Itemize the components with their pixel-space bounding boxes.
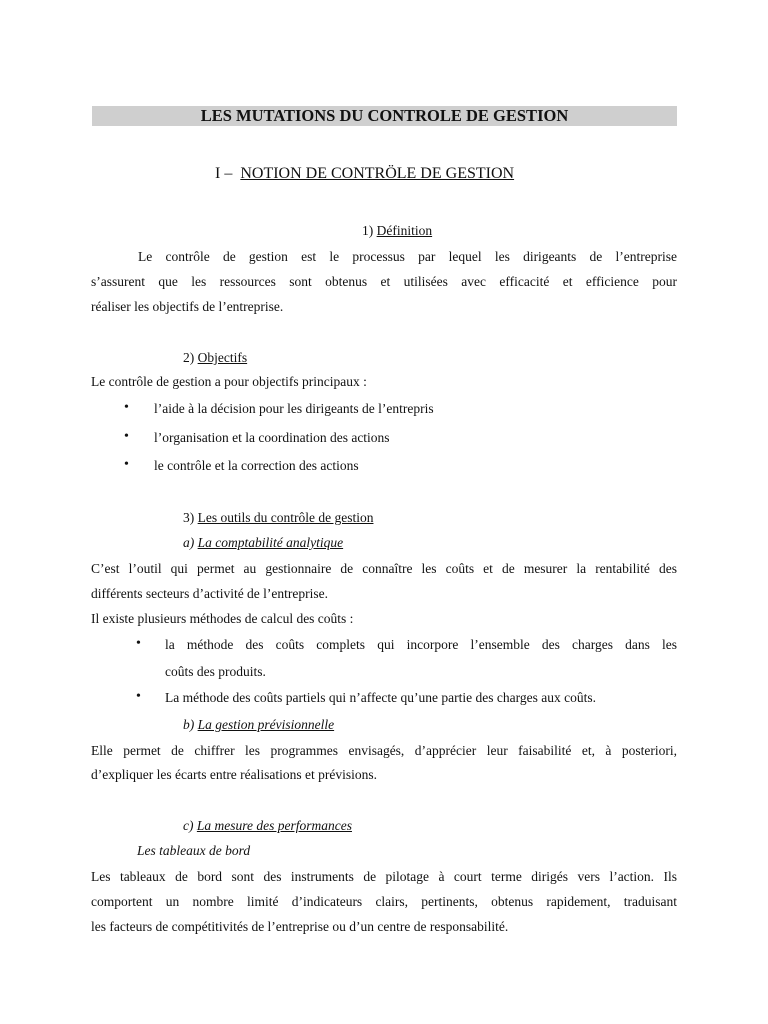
accounting-line-3: Il existe plusieurs méthodes de calcul des coûts : <box>91 611 354 626</box>
tools-title: Les outils du contrôle de gestion <box>197 510 374 525</box>
forecasting-heading <box>183 717 334 733</box>
dashboards-line-1: Les tableaux de bord sont des instruments de pilotage à court terme dirigés vers l’action. Ils <box>91 869 677 884</box>
forecasting-letter: b) <box>183 717 195 732</box>
accounting-letter: a) <box>183 535 195 550</box>
cost-method-item: La méthode des coûts partiels qui n’affecte qu’une partie des charges aux coûts. <box>165 690 596 705</box>
document-title: LES MUTATIONS DU CONTROLE DE GESTION <box>92 106 677 126</box>
dashboards-subheading: Les tableaux de bord <box>137 843 251 858</box>
cost-method-item-continued: coûts des produits. <box>165 664 266 679</box>
performance-title: La mesure des performances <box>196 818 352 833</box>
definition-heading <box>362 223 432 239</box>
accounting-heading <box>183 535 343 551</box>
definition-line-3: réaliser les objectifs de l’entreprise. <box>91 299 284 314</box>
definition-number: 1) <box>362 223 374 238</box>
accounting-line-1: C’est l’outil qui permet au gestionnaire de connaître les coûts et de mesurer la rentabilité des <box>91 561 677 576</box>
accounting-title: La comptabilité analytique <box>197 535 344 550</box>
dashboards-line-2: comportent un nombre limité d’indicateurs clairs, pertinents, obtenus rapidement, traduisant <box>91 894 677 909</box>
objective-item: l’organisation et la coordination des actions <box>154 430 390 445</box>
performance-heading <box>183 818 352 834</box>
objective-item: l’aide à la décision pour les dirigeants de l’entrepris <box>154 401 434 416</box>
objective-item: le contrôle et la correction des actions <box>154 458 359 473</box>
section-heading <box>215 165 514 183</box>
forecasting-line-2: d’expliquer les écarts entre réalisations et prévisions. <box>91 767 378 782</box>
section-title: NOTION DE CONTRÖLE DE GESTION <box>240 165 515 182</box>
accounting-line-2: différents secteurs d’activité de l’entreprise. <box>91 586 329 601</box>
tools-heading <box>183 510 373 526</box>
bullet-icon: • <box>124 400 129 415</box>
bullet-icon: • <box>124 457 129 472</box>
forecasting-title: La gestion prévisionnelle <box>197 717 335 732</box>
bullet-icon: • <box>136 689 141 704</box>
bullet-icon: • <box>136 636 141 651</box>
objectives-heading <box>183 350 247 366</box>
objectives-number: 2) <box>183 350 195 365</box>
tools-number: 3) <box>183 510 195 525</box>
cost-method-item: la méthode des coûts complets qui incorpore l’ensemble des charges dans les <box>165 637 677 652</box>
performance-letter: c) <box>183 818 194 833</box>
bullet-icon: • <box>124 429 129 444</box>
definition-line-2: s’assurent que les ressources sont obtenus et utilisées avec efficacité et efficience pour <box>91 274 677 289</box>
definition-title: Définition <box>376 223 433 238</box>
definition-line-1: Le contrôle de gestion est le processus par lequel les dirigeants de l’entreprise <box>138 249 677 264</box>
objectives-title: Objectifs <box>197 350 248 365</box>
dashboards-line-3: les facteurs de compétitivités de l’entreprise ou d’un centre de responsabilité. <box>91 919 509 934</box>
objectives-intro: Le contrôle de gestion a pour objectifs principaux : <box>91 374 367 389</box>
forecasting-line-1: Elle permet de chiffrer les programmes envisagés, d’apprécier leur faisabilité et, à posteriori, <box>91 743 677 758</box>
section-number: I – <box>215 165 233 182</box>
